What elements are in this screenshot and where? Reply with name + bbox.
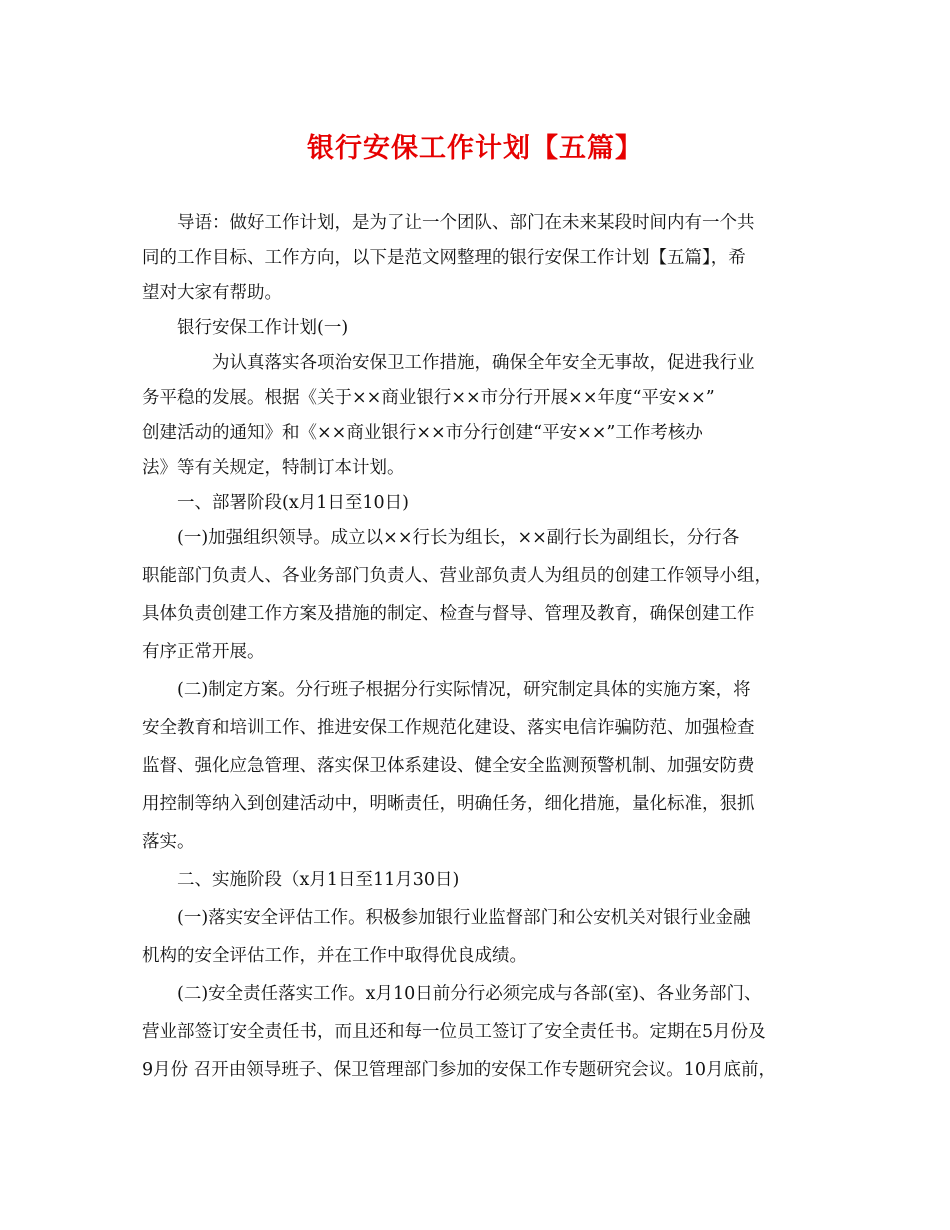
paragraph-line: (一)加强组织领导。成立以××行长为组长，××副行长为副组长，分行各 (177, 528, 740, 548)
section-heading: 银行安保工作计划(一) (177, 318, 349, 338)
paragraph-line: 创建活动的通知》和《××商业银行××市分行创建“平安××”工作考核办 (142, 423, 703, 443)
section-heading: 二、实施阶段（x月1日至11月30日) (177, 870, 460, 890)
paragraph-line: 落实。 (142, 832, 195, 852)
paragraph-line: 营业部签订安全责任书，而且还和每一位员工签订了安全责任书。定期在5月份及 (142, 1022, 766, 1042)
paragraph-line: 9月份 召开由领导班子、保卫管理部门参加的安保工作专题研究会议。10月底前， (142, 1060, 776, 1080)
paragraph-line: 具体负责创建工作方案及措施的制定、检查与督导、管理及教育，确保创建工作 (142, 604, 755, 624)
paragraph-line: 安全教育和培训工作、推进安保工作规范化建设、落实电信诈骗防范、加强检查 (142, 718, 755, 738)
paragraph-line: 为认真落实各项治安保卫工作措施，确保全年安全无事故，促进我行业 (212, 353, 755, 373)
paragraph-line: 法》等有关规定，特制订本计划。 (142, 458, 405, 478)
paragraph-line: (二)制定方案。分行班子根据分行实际情况，研究制定具体的实施方案，将 (177, 680, 751, 700)
paragraph-line: 有序正常开展。 (142, 642, 265, 662)
paragraph-line: 职能部门负责人、各业务部门负责人、营业部负责人为组员的创建工作领导小组， (142, 566, 772, 586)
section-heading: 一、部署阶段(x月1日至10日) (177, 493, 409, 513)
paragraph-line: (二)安全责任落实工作。x月10日前分行必须完成与各部(室)、各业务部门、 (177, 984, 762, 1004)
paragraph-line: 导语：做好工作计划，是为了让一个团队、部门在未来某段时间内有一个共 (177, 213, 755, 233)
paragraph-line: 监督、强化应急管理、落实保卫体系建设、健全安全监测预警机制、加强安防费 (142, 756, 755, 776)
document-title: 银行安保工作计划【五篇】 (307, 133, 643, 164)
paragraph-line: 机构的安全评估工作，并在工作中取得优良成绩。 (142, 946, 527, 966)
paragraph-line: 同的工作目标、工作方向，以下是范文网整理的银行安保工作计划【五篇】，希 (142, 248, 746, 268)
paragraph-line: 用控制等纳入到创建活动中，明晰责任，明确任务，细化措施，量化标准，狠抓 (142, 794, 755, 814)
paragraph-line: (一)落实安全评估工作。积极参加银行业监督部门和公安机关对银行业金融 (177, 908, 751, 928)
paragraph-line: 务平稳的发展。根据《关于××商业银行××市分行开展××年度“平安××” (142, 388, 715, 408)
paragraph-line: 望对大家有帮助。 (142, 283, 282, 303)
